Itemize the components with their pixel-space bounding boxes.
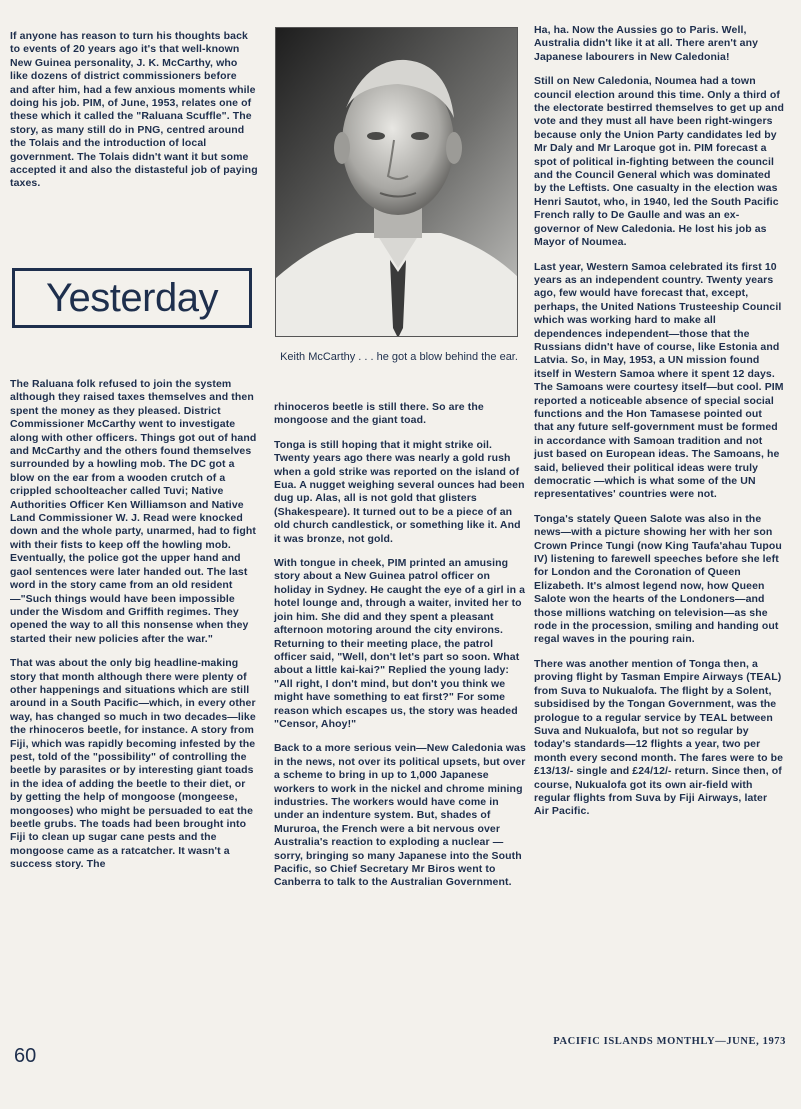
yesterday-banner: Yesterday bbox=[12, 268, 252, 328]
paragraph: If anyone has reason to turn his thoughts back to events of 20 years ago it's that well-known New Guinea personality, J. K. McCarthy, who like dozens of district commissioners before and after him, had a few anxious moments while doing his job. PIM, of June, 1953, relates one of these which it called the "Raluana Scuffle". The story, as many still do in PNG, centred around the Tolais and the introduction of local government. The Tolais didn't want it but some accepted it and also the distasteful job of paying taxes. bbox=[10, 30, 258, 190]
column-middle bbox=[274, 401, 526, 901]
paragraph: That was about the only big headline-making story that month although there were plenty of other happenings and situations which are still around in a South Pacific—which, in every other way, has changed so much in two decades—like the rhinoceros beetle, for instance. A story from Fiji, which was rapidly becoming infested by the pest, told of the "possibility" of controlling the beetle by parasites or by interesting giant toads in the idea of adding the beetle to their diet, or by getting the help of mongoose (mongeese, mongooses) who might be persuaded to eat the beetle grubs. The toads had been brought into Fiji to clean up sugar cane pests and the mongoose came as a ratcatcher. It wasn't a success story. The bbox=[10, 657, 256, 871]
paragraph: Last year, Western Samoa celebrated its first 10 years as an independent country. Twenty years ago, few would have forecast that, except, perhaps, the United Nations Trusteeship Council which was working hard to make all dependences independent—those that the Russians didn't have of course, like Estonia and Latvia. So, in May, 1953, a UN mission found itself in Western Samoa where it spent 12 days. The Samoans were courtesy itself—but cool. PIM reported a noticeable absence of special social functions and the Hon Tamasese pointed out that any future self-government must be formed in accordance with Samoan tradition and not just based on European ideas. The Samoans, he said, believed their political ideas were truly democratic —which is what some of the UN representatives' countries were not. bbox=[534, 260, 784, 501]
paragraph: Ha, ha. Now the Aussies go to Paris. Well, Australia didn't like it at all. There aren't any Japanese labourers in New Caledonia! bbox=[534, 24, 759, 63]
page-number: 60 bbox=[14, 1045, 37, 1067]
intro-column bbox=[10, 30, 258, 202]
paragraph: Tonga's stately Queen Salote was also in the news—with a picture showing her with her son Crown Prince Tungi (now King Taufa'ahau Tupou IV) listening to farewell speeches before she left for London and the Coronation of Queen Elizabeth. It's almost legend now, how Queen Salote won the hearts of the Londoners—and those millions watching on television—as she rode in the procession, smiling and handing out regal waves in the pouring rain. bbox=[534, 512, 782, 646]
column-right bbox=[534, 24, 784, 830]
paragraph: rhinoceros beetle is still there. So are the mongoose and the giant toad. bbox=[274, 401, 484, 427]
paragraph: With tongue in cheek, PIM printed an amusing story about a New Guinea patrol officer on holiday in Sydney. He caught the eye of a girl in a hotel lounge and, through a waiter, invited her to join him. She did and they spent a pleasant afternoon motoring around the city environs. Returning to their meeting place, the patrol officer said, "Well, don't let's part so soon. What about a little kai-kai?" Replied the young lady: "All right, I don't mind, but don't you think we might have something to eat first?" For some reason which escapes us, the story was headed "Censor, Ahoy!" bbox=[274, 557, 526, 730]
paragraph: Tonga is still hoping that it might strike oil. Twenty years ago there was nearly a gold rush when a gold strike was reported on the island of Eua. A nugget weighing several ounces had been dug up. Alas, all is not gold that glisters (Shakespeare). It turned out to be a piece of an old church candlestick, or something like it. And it was bronze, not gold. bbox=[274, 438, 525, 545]
paragraph: The Raluana folk refused to join the system although they raised taxes themselves and then spent the money as they pleased. District Commissioner McCarthy went to investigate along with other officers. Things got out of hand and McCarthy and the others found themselves surrounded by a howling mob. The DC got a blow on the ear from a wooden crutch of a crippled schoolteacher called Tuvi; Native Authorities Officer Ken Williamson and Native Land Commissioner W. J. Read were knocked down and the whole party, unarmed, had to fight with their fists to keep off the howling mob. Eventually, the police got the upper hand and gaol sentences were later handed out. The last word in the story came from an old resident—"Such things would have been impossible under the Wisdom and Griffith regimes. They opened the way to all this nonsense when they started their new policies after the war." bbox=[10, 378, 257, 645]
portrait-photo bbox=[275, 27, 518, 337]
column-left bbox=[10, 378, 258, 883]
paragraph: Still on New Caledonia, Noumea had a town council election around this time. Only a third of the electorate bestirred themselves to get up and vote and they must all have been right-wingers because only the Union Party candidates led by Mr Daly and Mr Laroque got in. PIM forecast a spot of political in-fighting between the council and the Council General which was dominated by the Leftists. One casualty in the election was Henri Sautot, who, in 1940, led the South Pacific French rally to De Gaulle and was an ex-governor of New Caledonia. He lost his job as Mayor of Noumea. bbox=[534, 75, 784, 249]
photo-caption: Keith McCarthy . . . he got a blow behind the ear. bbox=[280, 351, 518, 363]
portrait-illustration bbox=[276, 28, 518, 337]
paragraph: There was another mention of Tonga then, a proving flight by Tasman Empire Airways (TEAL) from Suva to Nukualofa. The flight by a Solent, subsidised by the Tongan Government, was the prologue to a regular service by TEAL between Suva and Nukualofa, but not so regular by today's standards—12 flights a year, two per month every second month. The fares were to be £13/13/- single and £24/12/- return. Since then, of course, Nukualofa got its own air-field with regular flights from Suva by Fiji Airways, later Air Pacific. bbox=[534, 657, 784, 818]
running-footer: PACIFIC ISLANDS MONTHLY—JUNE, 1973 bbox=[553, 1036, 786, 1047]
paragraph: Back to a more serious vein—New Caledonia was in the news, not over its political upsets, but over a scheme to bring in up to 1,000 Japanese workers to work in the nickel and chrome mining industries. The workers would have come in under an indenture system. But, shades of Mururoa, the French were a bit nervous over Australia's reaction to exploding a nuclear —sorry, bringing so many Japanese into the South Pacific, so Chief Secretary Mr Biros went to Canberra to talk to the Australian Government. bbox=[274, 742, 526, 889]
